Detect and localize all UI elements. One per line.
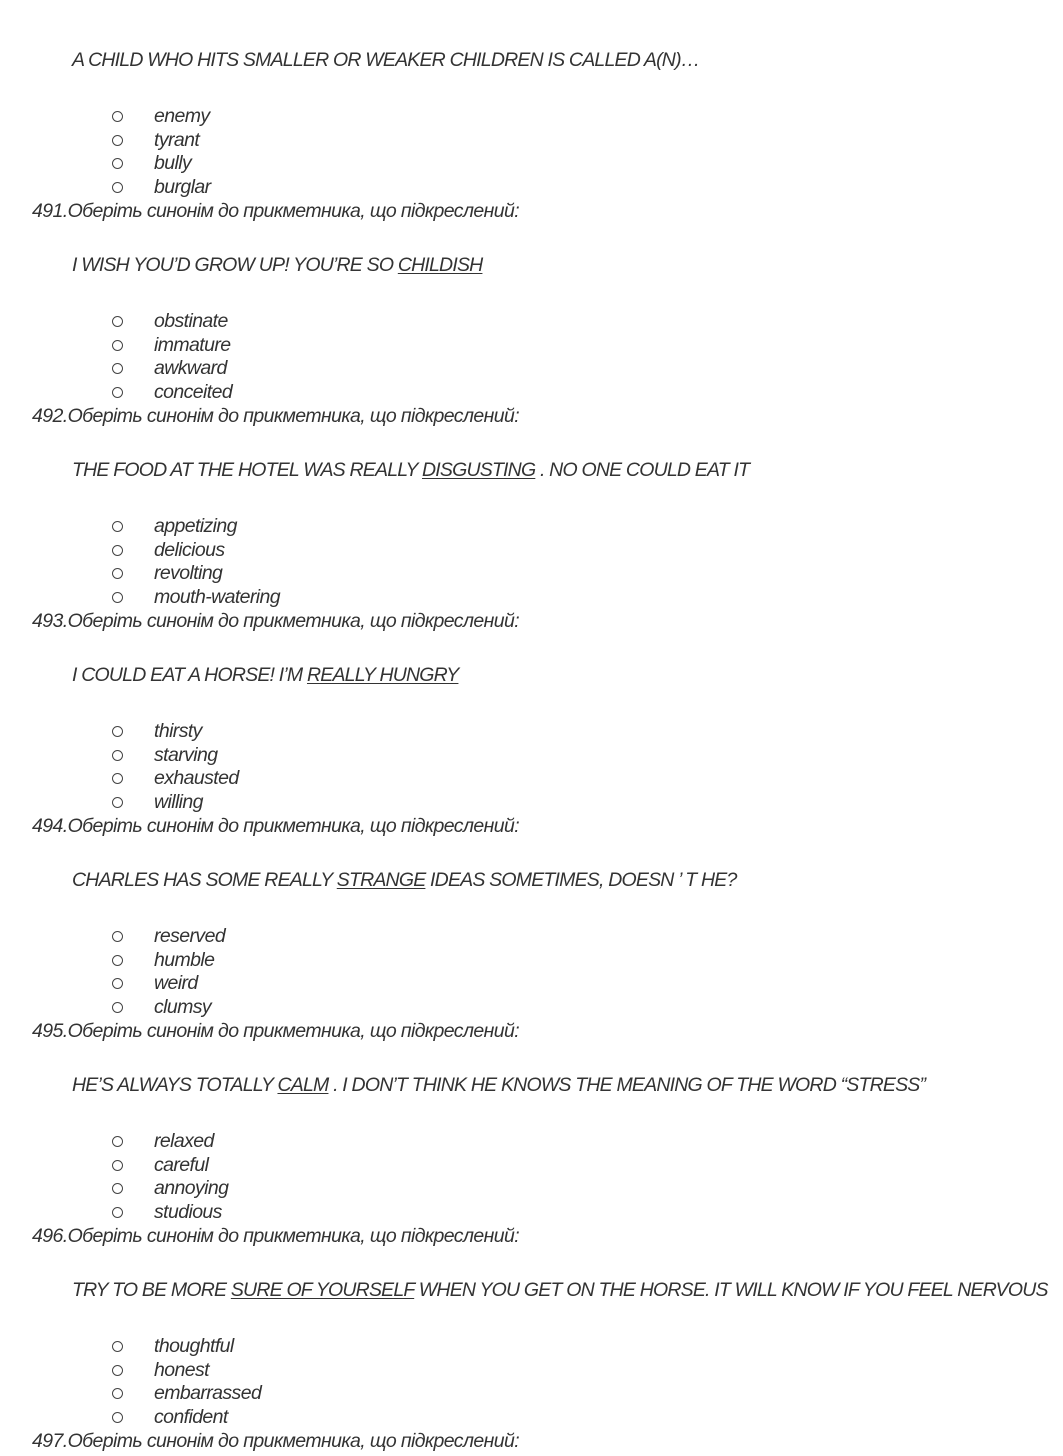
- answer-option[interactable]: [0, 995, 500, 1019]
- option-label: embarrassed: [154, 1382, 262, 1404]
- answer-option[interactable]: [0, 971, 500, 995]
- question-instruction: Оберіть синонім до прикметника, що підкреслений:: [67, 405, 520, 427]
- radio-circle-icon[interactable]: [112, 545, 123, 556]
- answer-option[interactable]: [0, 1153, 500, 1177]
- question-instruction: Оберіть синонім до прикметника, що підкреслений:: [67, 1430, 520, 1452]
- option-label: reserved: [154, 925, 226, 947]
- question-header: [32, 814, 519, 838]
- option-label: delicious: [154, 538, 225, 561]
- answer-option[interactable]: [0, 1129, 500, 1153]
- option-label: thirsty: [154, 720, 202, 742]
- answer-option[interactable]: [0, 380, 500, 404]
- radio-circle-icon[interactable]: [112, 387, 123, 398]
- radio-circle-icon[interactable]: [112, 978, 123, 989]
- option-label: studious: [154, 1200, 222, 1223]
- radio-circle-icon[interactable]: [112, 363, 123, 374]
- answer-option[interactable]: [0, 719, 500, 743]
- option-label: appetizing: [154, 515, 237, 537]
- question-number: 492.: [32, 405, 68, 427]
- underlined-word: STRANGE: [336, 869, 426, 891]
- radio-circle-icon[interactable]: [112, 955, 123, 966]
- question-stem: [72, 1073, 925, 1097]
- option-label: enemy: [154, 105, 210, 127]
- question-number: 491.: [32, 200, 68, 222]
- answer-option[interactable]: [0, 538, 500, 562]
- answer-option[interactable]: [0, 561, 500, 585]
- answer-option[interactable]: [0, 1200, 500, 1224]
- question-number: 494.: [32, 815, 68, 837]
- underlined-word: REALLY HUNGRY: [306, 664, 459, 686]
- option-label: annoying: [154, 1177, 229, 1199]
- radio-circle-icon[interactable]: [112, 797, 123, 808]
- stem-text: HE’S ALWAYS TOTALLY: [72, 1074, 278, 1096]
- answer-option[interactable]: [0, 743, 500, 767]
- stem-text: WHEN YOU GET ON THE HORSE. IT WILL KNOW IF YOU FEEL NERVOUS: [414, 1279, 1048, 1301]
- radio-circle-icon[interactable]: [112, 1136, 123, 1147]
- question-stem: [72, 48, 699, 72]
- question-stem: [72, 1278, 1048, 1302]
- question-number: 496.: [32, 1225, 68, 1247]
- option-label: revolting: [154, 562, 223, 584]
- question-number: 497.: [32, 1430, 68, 1452]
- radio-circle-icon[interactable]: [112, 316, 123, 327]
- stem-text: CHARLES HAS SOME REALLY: [72, 869, 337, 891]
- option-label: burglar: [154, 175, 211, 198]
- radio-circle-icon[interactable]: [112, 1365, 123, 1376]
- answer-option[interactable]: [0, 333, 500, 357]
- radio-circle-icon[interactable]: [112, 773, 123, 784]
- question-header: [32, 1019, 519, 1043]
- stem-text: . I DON’T THINK HE KNOWS THE MEANING OF THE WORD “STRESS”: [328, 1074, 926, 1096]
- stem-text: TRY TO BE MORE: [72, 1279, 231, 1301]
- option-label: obstinate: [154, 310, 228, 332]
- stem-text: I WISH YOU’D GROW UP! YOU’RE SO: [72, 254, 398, 276]
- question-stem: [72, 663, 458, 687]
- answer-option[interactable]: [0, 1176, 500, 1200]
- question-instruction: Оберіть синонім до прикметника, що підкреслений:: [67, 1225, 520, 1247]
- question-number: 493.: [32, 610, 68, 632]
- answer-option[interactable]: [0, 1358, 500, 1382]
- radio-circle-icon[interactable]: [112, 1183, 123, 1194]
- option-label: starving: [154, 743, 218, 766]
- answer-option[interactable]: [0, 1381, 500, 1405]
- question-stem: [72, 458, 749, 482]
- question-header: [32, 199, 519, 223]
- option-label: willing: [154, 790, 203, 813]
- question-instruction: Оберіть синонім до прикметника, що підкреслений:: [67, 610, 520, 632]
- answer-option[interactable]: [0, 1334, 500, 1358]
- stem-text: . NO ONE COULD EAT IT: [535, 459, 750, 481]
- radio-circle-icon[interactable]: [112, 111, 123, 122]
- option-label: conceited: [154, 380, 233, 403]
- radio-circle-icon[interactable]: [112, 1207, 123, 1218]
- radio-circle-icon[interactable]: [112, 1388, 123, 1399]
- option-label: careful: [154, 1153, 209, 1176]
- question-instruction: Оберіть синонім до прикметника, що підкреслений:: [67, 815, 520, 837]
- radio-circle-icon[interactable]: [112, 726, 123, 737]
- radio-circle-icon[interactable]: [112, 1412, 123, 1423]
- radio-circle-icon[interactable]: [112, 182, 123, 193]
- option-label: exhausted: [154, 767, 239, 789]
- radio-circle-icon[interactable]: [112, 568, 123, 579]
- answer-option[interactable]: [0, 175, 500, 199]
- radio-circle-icon[interactable]: [112, 135, 123, 146]
- question-header: [32, 1429, 519, 1453]
- answer-option[interactable]: [0, 948, 500, 972]
- option-label: relaxed: [154, 1130, 214, 1152]
- question-instruction: Оберіть синонім до прикметника, що підкреслений:: [67, 1020, 520, 1042]
- option-label: humble: [154, 948, 215, 971]
- question-header: [32, 609, 519, 633]
- underlined-word: SURE OF YOURSELF: [230, 1279, 415, 1301]
- radio-circle-icon[interactable]: [112, 1002, 123, 1013]
- answer-option[interactable]: [0, 1405, 500, 1429]
- radio-circle-icon[interactable]: [112, 931, 123, 942]
- option-label: immature: [154, 333, 231, 356]
- question-header: [32, 1224, 519, 1248]
- radio-circle-icon[interactable]: [112, 340, 123, 351]
- underlined-word: CHILDISH: [397, 254, 483, 276]
- radio-circle-icon[interactable]: [112, 521, 123, 532]
- answer-option[interactable]: [0, 924, 500, 948]
- option-label: awkward: [154, 357, 227, 379]
- answer-option[interactable]: [0, 514, 500, 538]
- underlined-word: CALM: [277, 1074, 329, 1096]
- question-number: 495.: [32, 1020, 68, 1042]
- answer-option[interactable]: [0, 585, 500, 609]
- stem-text: THE FOOD AT THE HOTEL WAS REALLY: [72, 459, 422, 481]
- stem-text: IDEAS SOMETIMES, DOESN ’ T HE?: [425, 869, 737, 891]
- option-label: clumsy: [154, 995, 212, 1018]
- radio-circle-icon[interactable]: [112, 1341, 123, 1352]
- radio-circle-icon[interactable]: [112, 158, 123, 169]
- option-label: thoughtful: [154, 1335, 234, 1357]
- question-instruction: Оберіть синонім до прикметника, що підкреслений:: [67, 200, 520, 222]
- option-label: honest: [154, 1358, 209, 1381]
- stem-text: A CHILD WHO HITS SMALLER OR WEAKER CHILDREN IS CALLED A(N)…: [72, 49, 700, 71]
- answer-option[interactable]: [0, 151, 500, 175]
- option-label: bully: [154, 152, 192, 174]
- answer-option[interactable]: [0, 128, 500, 152]
- answer-option[interactable]: [0, 309, 500, 333]
- answer-option[interactable]: [0, 766, 500, 790]
- stem-text: I COULD EAT A HORSE! I’M: [72, 664, 307, 686]
- option-label: confident: [154, 1405, 228, 1428]
- question-stem: [72, 868, 737, 892]
- answer-option[interactable]: [0, 790, 500, 814]
- option-label: mouth-watering: [154, 585, 280, 608]
- radio-circle-icon[interactable]: [112, 592, 123, 603]
- answer-option[interactable]: [0, 356, 500, 380]
- underlined-word: DISGUSTING: [421, 459, 536, 481]
- radio-circle-icon[interactable]: [112, 1160, 123, 1171]
- option-label: weird: [154, 972, 198, 994]
- answer-option[interactable]: [0, 104, 500, 128]
- radio-circle-icon[interactable]: [112, 750, 123, 761]
- question-header: [32, 404, 519, 428]
- option-label: tyrant: [154, 128, 200, 151]
- question-stem: [72, 253, 482, 277]
